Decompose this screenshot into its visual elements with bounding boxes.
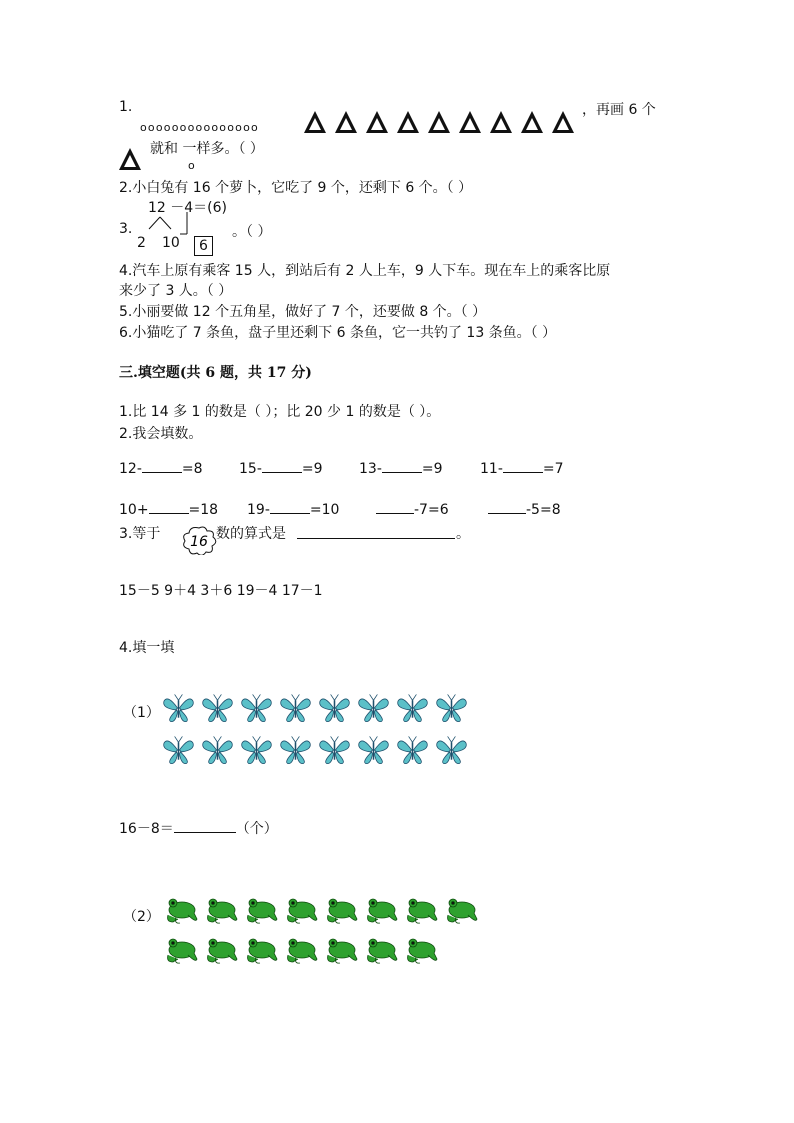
s3-q1: 1.比 14 多 1 的数是（ ）；比 20 少 1 的数是（ ）。 <box>119 404 441 420</box>
fill-expr: =10 <box>309 502 340 518</box>
q3-tail: 。（ ） <box>232 224 272 240</box>
fill-row-2d <box>488 502 561 518</box>
triangle-icon <box>119 148 141 170</box>
s3-q3-answer-blank[interactable] <box>297 538 455 539</box>
frog-icon <box>364 895 398 929</box>
frog-icon <box>444 895 478 929</box>
s3-q3-period: 。 <box>456 526 470 542</box>
butterfly-icon <box>396 734 429 770</box>
q2-text: 2.小白兔有 16 个萝卜，它吃了 9 个，还剩下 6 个。（ ） <box>119 180 473 196</box>
fill-row-1 <box>119 461 203 477</box>
fill-expr: =18 <box>188 502 219 518</box>
fill-expr: =9 <box>301 461 323 477</box>
frog-icon <box>364 935 398 969</box>
butterfly-icon <box>201 692 234 728</box>
q1-tail-text: ，再画 6 个 <box>582 102 656 118</box>
butterfly-icon <box>201 734 234 770</box>
butterfly-icon <box>318 692 351 728</box>
frog-icon <box>204 935 238 969</box>
triangle-icon <box>552 111 574 133</box>
answer-blank[interactable] <box>503 472 543 473</box>
fill-row-2c <box>376 502 449 518</box>
butterfly-icon <box>279 734 312 770</box>
s3-q2-title: 2.我会填数。 <box>119 426 203 442</box>
fill-row-1d <box>480 461 564 477</box>
butterfly-icon <box>357 734 390 770</box>
q1-small-circle: o <box>188 159 195 172</box>
flower-icon <box>181 525 217 555</box>
fill-expr: 13- <box>359 461 382 477</box>
fill-expr: =7 <box>542 461 564 477</box>
part2-label: （2） <box>123 909 160 925</box>
flower-number: 16 <box>190 534 208 550</box>
answer-blank[interactable] <box>142 472 182 473</box>
q3-number: 3. <box>119 221 133 237</box>
s3-q4-title: 4.填一填 <box>119 640 175 656</box>
triangle-icon <box>490 111 512 133</box>
frog-icon <box>404 935 438 969</box>
answer-blank[interactable] <box>149 513 189 514</box>
frog-icon <box>284 935 318 969</box>
frog-icon <box>244 935 278 969</box>
q4-line1: 4.汽车上原有乘客 15 人，到站后有 2 人上车，9 人下车。现在车上的乘客比原 <box>119 263 611 279</box>
frog-row <box>164 895 478 929</box>
q1-line2: 就和 一样多。（ ） <box>150 141 264 157</box>
fill-expr: 11- <box>480 461 503 477</box>
butterfly-icon <box>162 692 195 728</box>
butterfly-icon <box>318 734 351 770</box>
q5-text: 5.小丽要做 12 个五角星，做好了 7 个，还要做 8 个。（ ） <box>119 304 487 320</box>
fill-expr: -7=6 <box>414 502 449 518</box>
frog-icon <box>244 895 278 929</box>
frog-icon <box>164 935 198 969</box>
butterfly-row <box>162 734 468 770</box>
butterfly-row <box>162 692 468 728</box>
q3-split-right: 10 <box>162 235 180 251</box>
frog-icon <box>404 895 438 929</box>
frog-picture <box>164 895 478 969</box>
part1-eq-text: 16－8＝ <box>119 821 174 837</box>
fill-row-1c <box>359 461 443 477</box>
answer-blank[interactable] <box>376 513 414 514</box>
section-title: 三.填空题(共 6 题，共 17 分) <box>119 365 312 381</box>
q6-text: 6.小猫吃了 7 条鱼，盘子里还剩下 6 条鱼，它一共钓了 13 条鱼。（ ） <box>119 325 557 341</box>
answer-blank[interactable] <box>262 472 302 473</box>
frog-icon <box>324 935 358 969</box>
q4-line2: 来少了 3 人。（ ） <box>119 283 233 299</box>
fill-row-2b <box>247 502 339 518</box>
fill-row-2 <box>119 502 218 518</box>
part1-label: （1） <box>123 705 160 721</box>
s3-q3-post: 数的算式是 <box>216 526 286 542</box>
butterfly-picture <box>162 692 468 770</box>
triangle-icon <box>304 111 326 133</box>
triangle-icon <box>521 111 543 133</box>
butterfly-icon <box>162 734 195 770</box>
butterfly-icon <box>240 692 273 728</box>
s3-q3-pre: 3.等于 <box>119 526 161 542</box>
answer-blank[interactable] <box>382 472 422 473</box>
frog-icon <box>204 895 238 929</box>
expression-options: 15－5 9＋4 3＋6 19－4 17－1 <box>119 583 323 599</box>
triangle-icon <box>428 111 450 133</box>
q1-triangles <box>304 111 574 133</box>
q3-box: 6 <box>194 236 213 256</box>
answer-blank[interactable] <box>488 513 526 514</box>
butterfly-icon <box>279 692 312 728</box>
q1-single-triangle <box>119 148 141 174</box>
triangle-icon <box>397 111 419 133</box>
triangle-icon <box>335 111 357 133</box>
fill-expr: 10+ <box>119 502 149 518</box>
butterfly-icon <box>357 692 390 728</box>
butterfly-icon <box>435 734 468 770</box>
butterfly-icon <box>435 692 468 728</box>
triangle-icon <box>366 111 388 133</box>
frog-icon <box>284 895 318 929</box>
fill-expr: -5=8 <box>526 502 561 518</box>
frog-row <box>164 935 478 969</box>
flower-badge <box>181 525 217 559</box>
fill-row-1b <box>239 461 323 477</box>
fill-expr: 15- <box>239 461 262 477</box>
butterfly-icon <box>396 692 429 728</box>
q1-number: 1. <box>119 99 133 115</box>
butterfly-icon <box>240 734 273 770</box>
frog-icon <box>164 895 198 929</box>
frog-icon <box>324 895 358 929</box>
q3-split-left: 2 <box>137 235 146 251</box>
answer-blank[interactable] <box>174 832 236 833</box>
part1-unit: （个） <box>235 821 278 837</box>
part1-equation <box>119 818 278 838</box>
q3-expression: 12 －4＝(6) <box>148 200 228 216</box>
triangle-icon <box>459 111 481 133</box>
fill-expr: 12- <box>119 461 142 477</box>
q1-circles: ooooooooooooooo <box>140 121 259 134</box>
fill-expr: =9 <box>421 461 443 477</box>
fill-expr: =8 <box>181 461 203 477</box>
answer-blank[interactable] <box>270 513 310 514</box>
fill-expr: 19- <box>247 502 270 518</box>
